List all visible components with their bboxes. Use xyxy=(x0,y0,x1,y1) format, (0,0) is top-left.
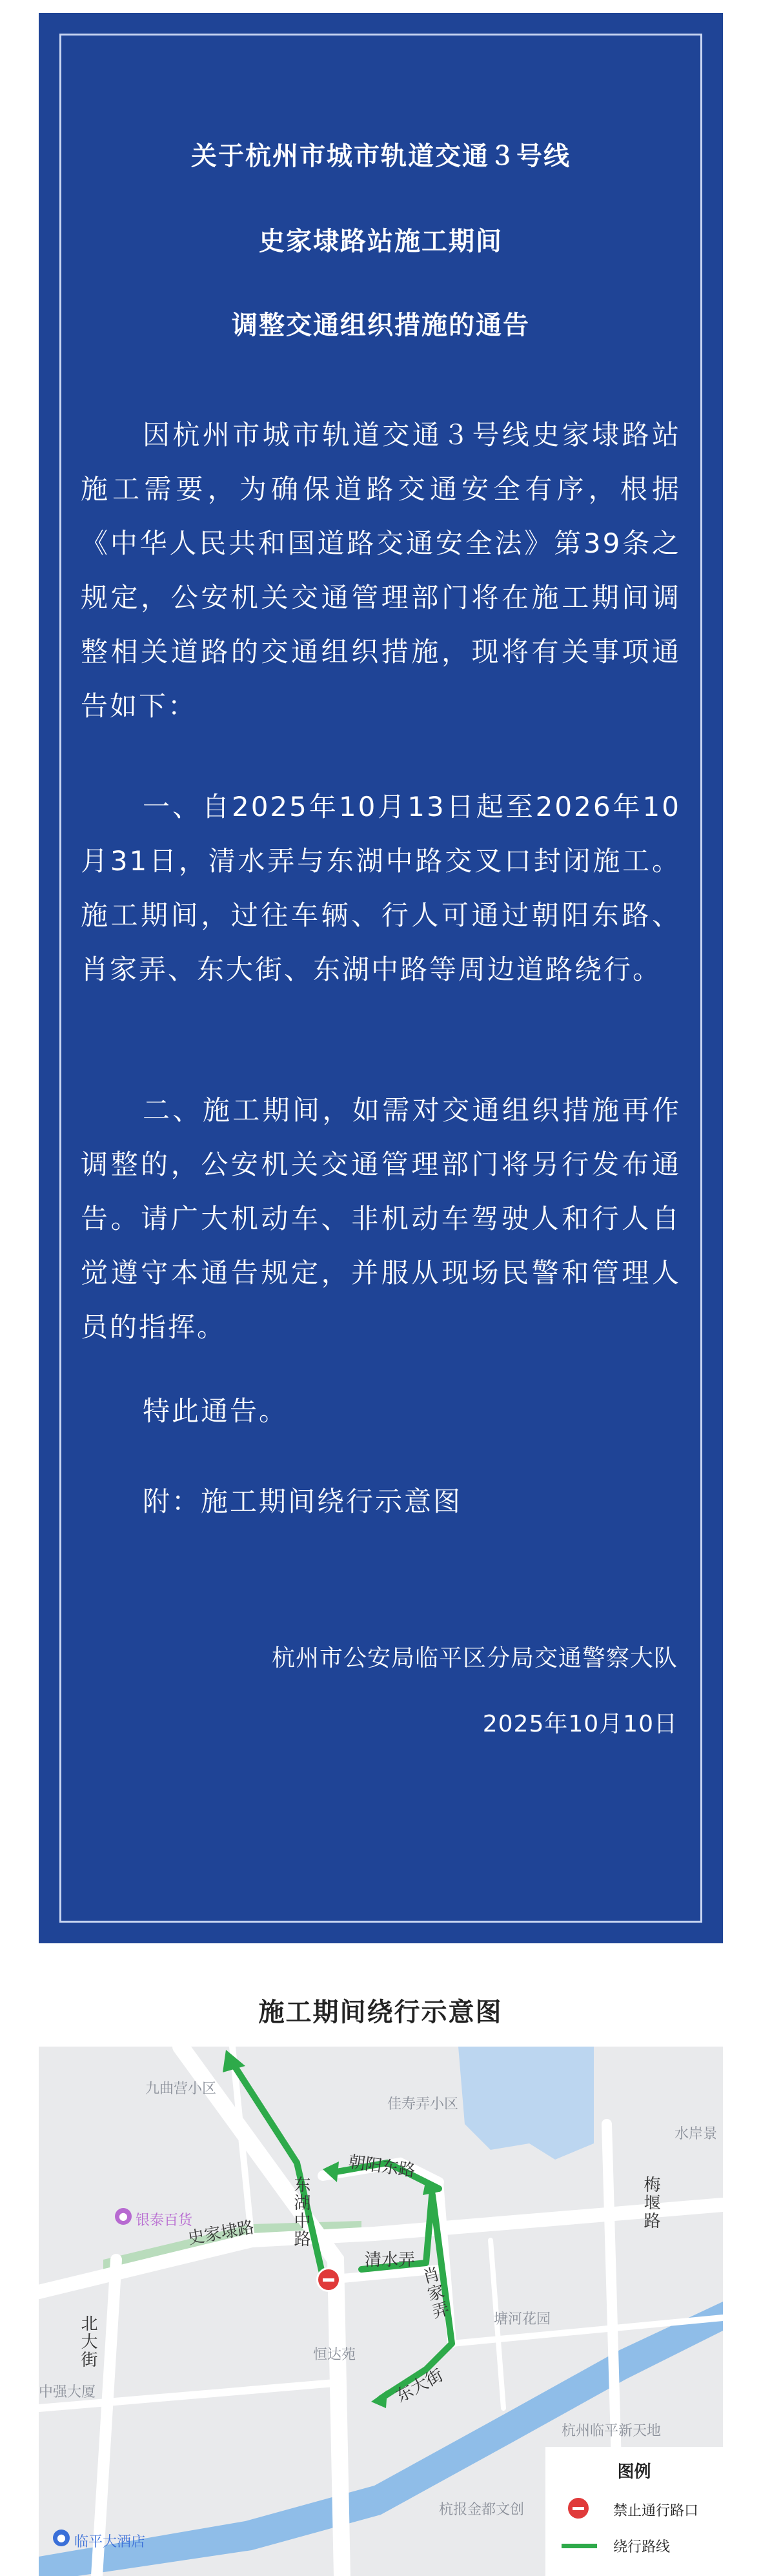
road-label-xiaojia: 肖家弄 xyxy=(418,2264,451,2322)
notice-title-line-3: 调整交通组织措施的通告 xyxy=(232,311,530,340)
notice-title-line-2: 史家埭路站施工期间 xyxy=(259,227,503,256)
poi-label-shuian: 水岸景 xyxy=(675,2126,718,2142)
notice-paragraph-item-2: 二、施工期间，如需对交通组织措施再作调整的，公安机关交通管理部门将另行发布通告。请广大机动车、非机动车驾驶人和行人自觉遵守本通告规定，并服从现场民警和管理人员的指挥。 xyxy=(81,1094,681,1343)
poi-label-hengda: 恒达苑 xyxy=(313,2347,356,2363)
poi-label-xintiandi: 杭州临平新天地 xyxy=(562,2423,662,2439)
detour-map xyxy=(39,2047,723,2576)
lake-shape xyxy=(458,2047,594,2160)
notice-paragraph-closing: 特此通告。 xyxy=(143,1395,289,1427)
notice-title-line-1: 关于杭州市城市轨道交通３号线 xyxy=(191,141,571,171)
notice-date: 2025年10月10日 xyxy=(482,1711,678,1737)
legend-detour-line-icon xyxy=(562,2544,597,2548)
road-label-donghu: 东湖中路 xyxy=(291,2176,310,2248)
notice-panel xyxy=(39,13,723,1943)
hotel-icon: ● xyxy=(53,2530,70,2546)
road-label-qingshui: 清水弄 xyxy=(365,2251,416,2270)
notice-paragraph-attachment: 附：施工期间绕行示意图 xyxy=(143,1486,463,1517)
legend-title: 图例 xyxy=(617,2462,651,2482)
road-label-dongdajie: 东大街 xyxy=(392,2366,447,2407)
legend-detour-label: 绕行路线 xyxy=(613,2539,671,2555)
legend-closed-intersection-icon xyxy=(566,2496,591,2520)
road-label-beidajie: 北大街 xyxy=(78,2315,97,2369)
road-label-chaoyang: 朝阳东路 xyxy=(347,2152,417,2182)
poi-label-jiuqu: 九曲营小区 xyxy=(145,2081,217,2097)
map-legend xyxy=(545,2447,723,2576)
map-title: 施工期间绕行示意图 xyxy=(258,1998,503,2027)
notice-paragraph-item-1: 一、自2025年10月13日起至2026年10月31日，清水弄与东湖中路交叉口封闭施工。施工期间，过往车辆、行人可通过朝阳东路、肖家弄、东大街、东湖中路等周边道路绕行。 xyxy=(81,791,681,985)
detour-arrowhead-south xyxy=(371,2390,387,2408)
road-label-meiyan: 梅堰路 xyxy=(641,2176,660,2230)
road-donghu xyxy=(181,2047,342,2576)
poi-label-hangbao: 杭报金都文创 xyxy=(439,2502,525,2518)
legend-closed-intersection-label: 禁止通行路口 xyxy=(613,2503,699,2519)
poi-label-tangqiao: 塘河花园 xyxy=(494,2311,551,2327)
poi-label-jiashou: 佳寿弄小区 xyxy=(387,2096,459,2112)
notice-paragraph-intro: 因杭州市城市轨道交通３号线史家埭路站施工需要，为确保道路交通安全有序，根据《中华人民共和国道路交通安全法》第39条之规定，公安机关交通管理部门将在施工期间调整相关道路的交通组织措施，现将有关事项通告如下： xyxy=(81,419,681,722)
closed-intersection-sign xyxy=(316,2267,341,2292)
road-label-shijiadai: 史家埭路 xyxy=(186,2218,256,2249)
notice-issuer: 杭州市公安局临平区分局交通警察大队 xyxy=(271,1645,678,1671)
poi-label-yintai: 银泰百货 xyxy=(136,2213,193,2229)
poi-label-linping-hotel: 临平大酒店 xyxy=(74,2534,146,2550)
poi-label-zhongfu: 中强大厦 xyxy=(39,2384,96,2400)
shopping-bag-icon: ● xyxy=(115,2208,132,2225)
road-beidajie xyxy=(97,2260,116,2576)
